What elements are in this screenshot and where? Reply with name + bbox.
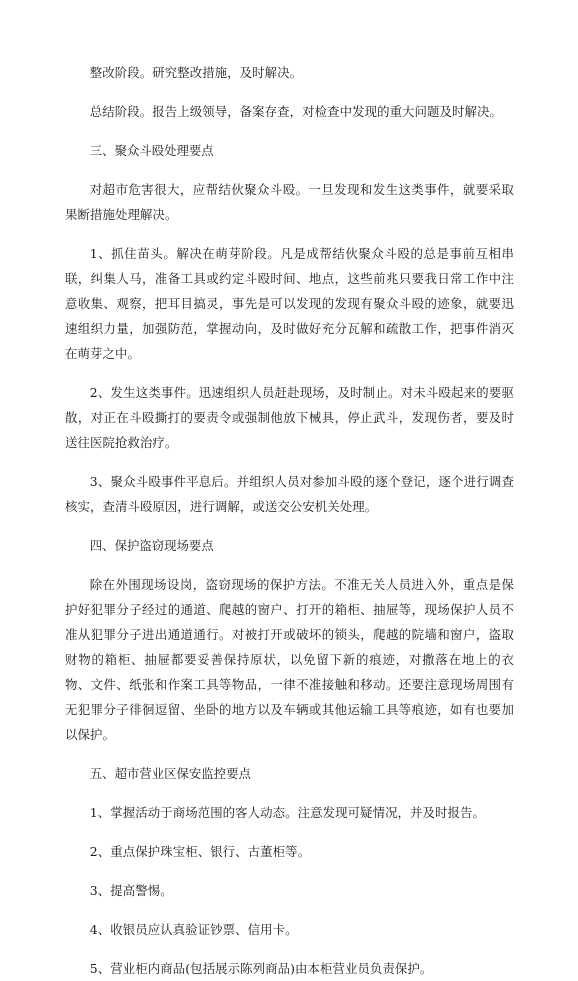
- section-heading-brawl: 三、聚众斗殴处理要点: [89, 143, 214, 158]
- paragraph-summary-stage: 总结阶段。报告上级领导，备案存查，对检查中发现的重大问题及时解决。: [89, 104, 502, 119]
- paragraph-brawl-item-2: 2、发生这类事件。迅速组织人员赶赴现场，及时制止。对未斗殴起来的要驱散，对正在斗殴撕打的要责令或强制他放下械具，停止武斗，发现伤者，要及时送往医院抢救治疗。: [65, 385, 514, 450]
- paragraph-brawl-intro: 对超市危害很大，应帮结伙聚众斗殴。一旦发现和发生这类事件，就要采取果断措施处理解决。: [65, 182, 514, 222]
- paragraph-brawl-item-3: 3、聚众斗殴事件平息后。并组织人员对参加斗殴的逐个登记，逐个进行调查核实，查清斗殴原因，进行调解，或送交公安机关处理。: [65, 474, 514, 514]
- section-heading-theft-scene: 四、保护盗窃现场要点: [89, 538, 214, 553]
- paragraph-rectification-stage: 整改阶段。研究整改措施，及时解决。: [89, 65, 303, 80]
- paragraph-monitoring-item-1: 1、掌握活动于商场范围的客人动态。注意发现可疑情况，并及时报告。: [89, 805, 485, 820]
- paragraph-monitoring-item-4: 4、收银员应认真验证钞票、信用卡。: [89, 922, 298, 937]
- paragraph-brawl-item-1: 1、抓住苗头。解决在萌芽阶段。凡是成帮结伙聚众斗殴的总是事前互相串联，纠集人马，准备工具或约定斗殴时间、地点，这些前兆只要我日常工作中注意收集、观察，把耳目搞灵，事先是可以发现的发现有聚众斗殴的迹象，就要迅速组织力量，加强防范，掌握动向，及时做好充分瓦解和疏散工作，把事件消灭在萌芽之中。: [65, 246, 514, 361]
- paragraph-monitoring-item-3: 3、提高警惕。: [89, 883, 173, 898]
- paragraph-monitoring-item-2: 2、重点保护珠宝柜、银行、古董柜等。: [89, 844, 311, 859]
- paragraph-theft-scene: 除在外围现场设岗，盗窃现场的保护方法。不准无关人员进入外，重点是保护好犯罪分子经过的通道、爬越的窗户、打开的箱柜、抽屉等，现场保护人员不准从犯罪分子进出通道通行。对被打开或破坏的锁头，爬越的院墙和窗户，盗取财物的箱柜、抽屉都要妥善保持原状，以免留下新的痕迹，对撒落在地上的衣物、文件、纸张和作案工具等物品，一律不准接触和移动。还要注意现场周围有无犯罪分子徘徊逗留、坐卧的地方以及车辆或其他运输工具等痕迹，如有也要加以保护。: [65, 577, 514, 742]
- section-heading-monitoring: 五、超市营业区保安监控要点: [89, 766, 251, 781]
- paragraph-monitoring-item-5: 5、营业柜内商品(包括展示陈列商品)由本柜营业员负责保护。: [89, 961, 433, 976]
